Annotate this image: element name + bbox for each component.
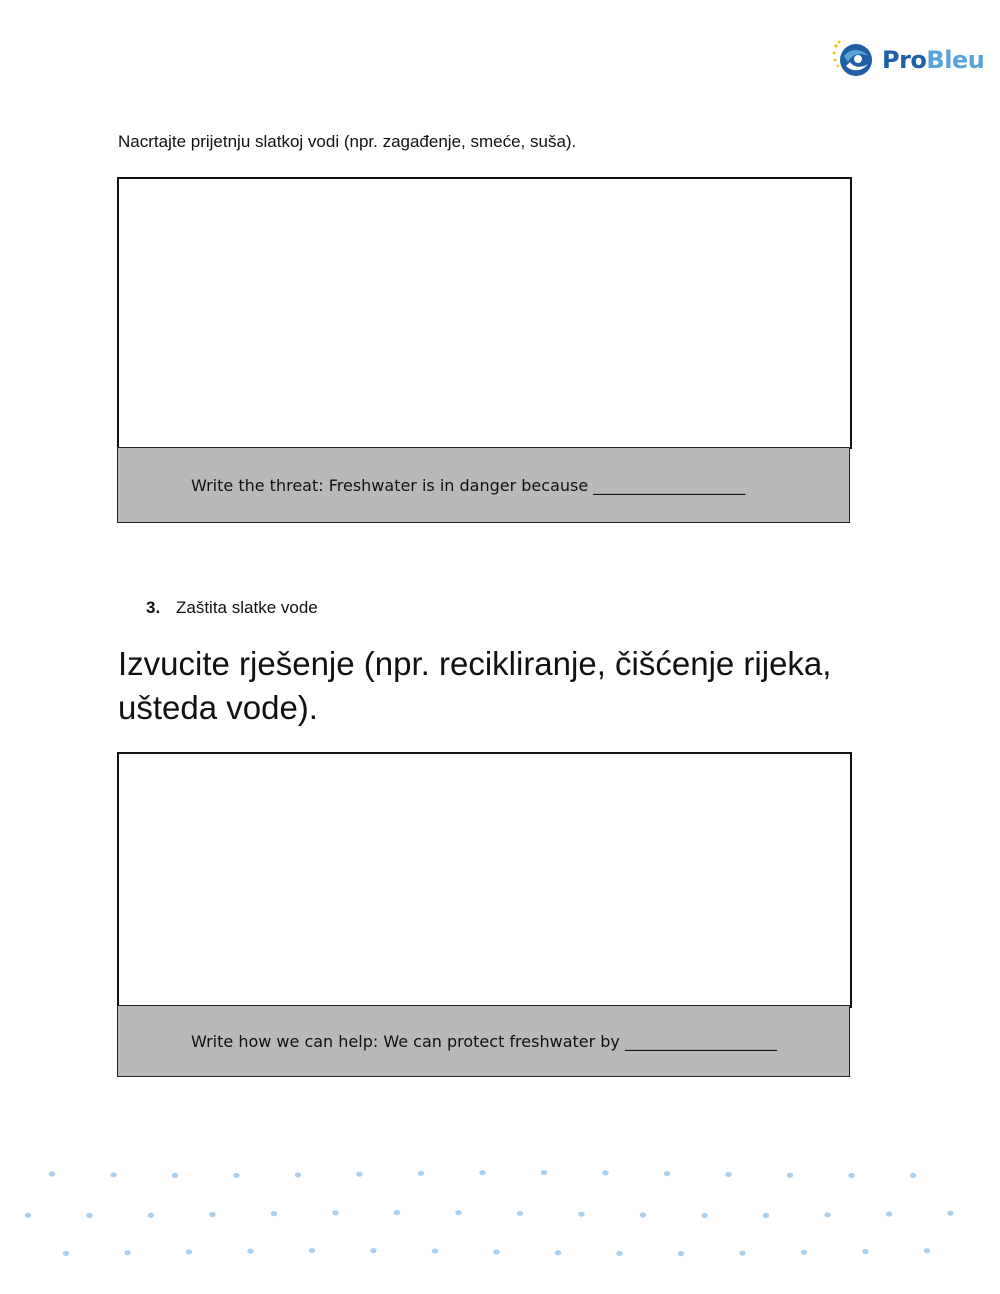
decorative-dot — [172, 1173, 178, 1178]
section-number: 3. — [146, 598, 161, 617]
decorative-dot — [49, 1171, 55, 1176]
decorative-dot — [801, 1250, 807, 1255]
drawing-box-solution[interactable] — [117, 752, 852, 1008]
decorative-dot — [701, 1213, 707, 1218]
drawing-box-threat[interactable] — [117, 177, 852, 449]
caption-solution — [117, 1005, 850, 1077]
decorative-dot — [271, 1211, 277, 1216]
decorative-dot — [356, 1172, 362, 1177]
decorative-dot — [725, 1172, 731, 1177]
instruction-threat: Nacrtajte prijetnju slatkoj vodi (npr. zagađenje, smeće, suša). — [118, 132, 577, 151]
decorative-dot — [124, 1250, 130, 1255]
decorative-dot — [664, 1171, 670, 1176]
section-title: Zaštita slatke vode — [176, 598, 318, 617]
decorative-dot — [25, 1213, 31, 1218]
decorative-dot — [848, 1173, 854, 1178]
probleu-logo-icon — [830, 38, 876, 82]
caption-solution-text: Write how we can help: We can protect freshwater by ___________________ — [191, 1031, 777, 1051]
decorative-dot — [739, 1251, 745, 1256]
decorative-dot — [233, 1173, 239, 1178]
decorative-dot — [555, 1250, 561, 1255]
decorative-dot — [763, 1213, 769, 1218]
decorative-dot — [824, 1212, 830, 1217]
decorative-dot — [578, 1212, 584, 1217]
solution-heading: Izvucite rješenje (npr. recikliranje, čišćenje rijeka, ušteda vode). — [118, 645, 832, 726]
decorative-dot — [455, 1210, 461, 1215]
decorative-dot — [616, 1251, 622, 1256]
decorative-dot-pattern — [0, 1150, 1000, 1294]
decorative-dot — [678, 1251, 684, 1256]
decorative-dot — [493, 1249, 499, 1254]
decorative-dot — [787, 1173, 793, 1178]
decorative-dot — [63, 1251, 69, 1256]
decorative-dot — [295, 1172, 301, 1177]
decorative-dot — [862, 1249, 868, 1254]
decorative-dot — [247, 1248, 253, 1253]
decorative-dot — [640, 1212, 646, 1217]
decorative-dot — [86, 1213, 92, 1218]
decorative-dot — [479, 1170, 485, 1175]
decorative-dot — [332, 1210, 338, 1215]
caption-threat — [117, 447, 850, 523]
decorative-dot — [886, 1211, 892, 1216]
decorative-dot — [541, 1170, 547, 1175]
decorative-dot — [148, 1213, 154, 1218]
decorative-dot — [309, 1248, 315, 1253]
decorative-dot — [517, 1211, 523, 1216]
decorative-dot — [418, 1171, 424, 1176]
decorative-dot — [370, 1248, 376, 1253]
decorative-dot — [910, 1173, 916, 1178]
caption-threat-text: Write the threat: Freshwater is in danger because ___________________ — [191, 475, 746, 495]
decorative-dot — [924, 1248, 930, 1253]
decorative-dot — [186, 1249, 192, 1254]
decorative-dot — [394, 1210, 400, 1215]
decorative-dot — [110, 1172, 116, 1177]
decorative-dot — [209, 1212, 215, 1217]
section-3-item — [146, 598, 318, 618]
decorative-dot — [432, 1248, 438, 1253]
probleu-logo — [830, 38, 984, 82]
logo-wordmark: ProBleu — [882, 46, 985, 74]
decorative-dot — [602, 1170, 608, 1175]
decorative-dot — [947, 1211, 953, 1216]
